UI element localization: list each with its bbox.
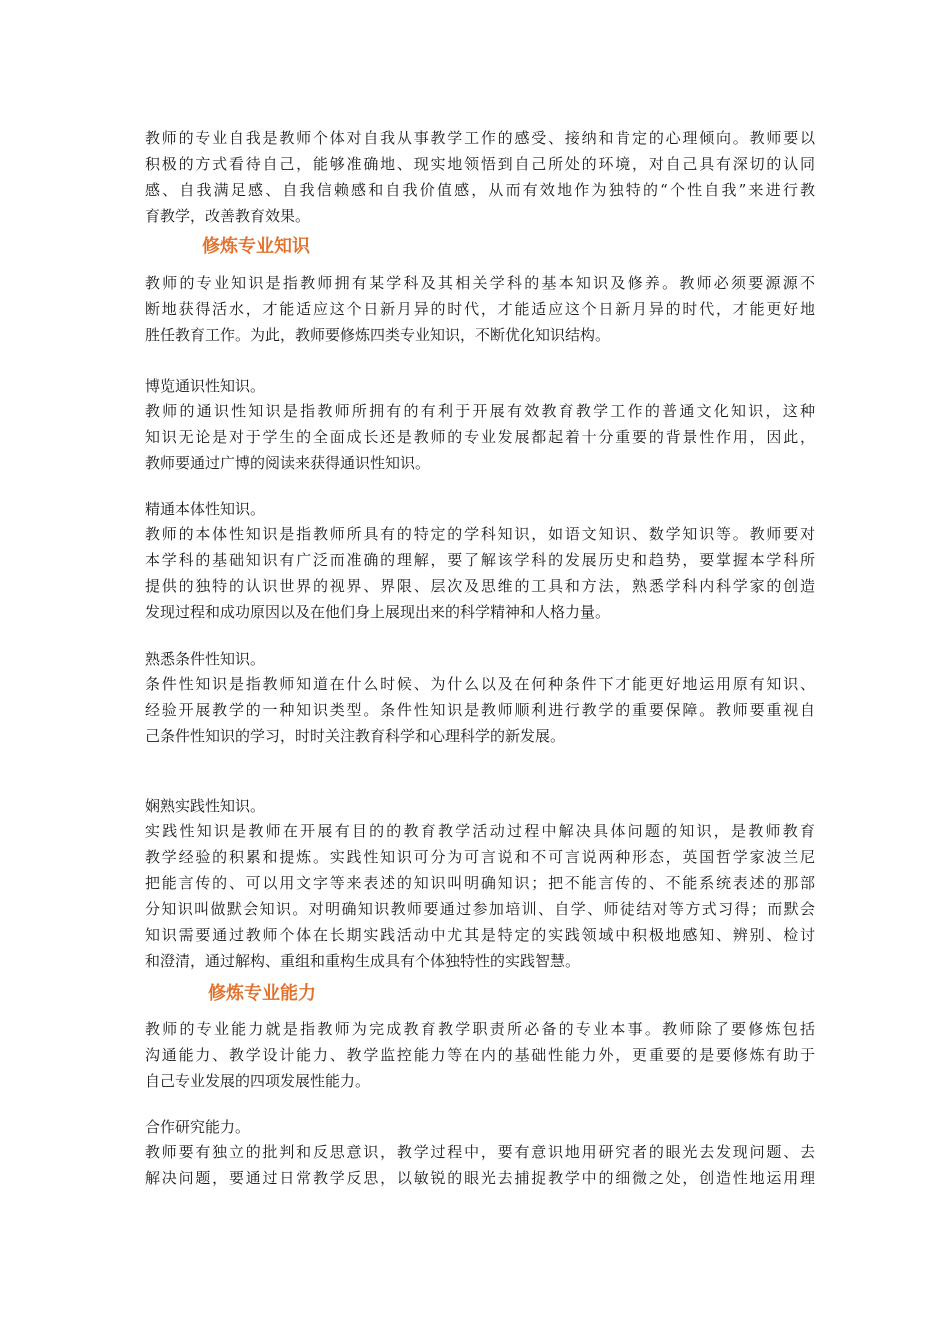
text-line: 积极的方式看待自己，能够准确地、现实地领悟到自己所处的环境，对自己具有深切的认同: [145, 155, 815, 173]
text-line: 教师要有独立的批判和反思意识，教学过程中，要有意识地用研究者的眼光去发现问题、去: [145, 1143, 815, 1161]
text-line: 教学经验的积累和提炼。实践性知识可分为可言说和不可言说两种形态，英国哲学家波兰尼: [145, 848, 815, 866]
text-line: 发现过程和成功原因以及在他们身上展现出来的科学精神和人格力量。: [145, 603, 611, 621]
text-line: 自己专业发展的四项发展性能力。: [145, 1072, 371, 1090]
subsection-paragraph: [145, 1139, 815, 1191]
knowledge-intro-paragraph: [145, 270, 815, 348]
subsection-paragraph: [145, 818, 815, 974]
text-line: 经验开展教学的一种知识类型。条件性知识是教师顺利进行教学的重要保障。教师要重视自: [145, 701, 815, 719]
text-line: 把能言传的、可以用文字等来表述的知识叫明确知识；把不能言传的、不能系统表述的那部: [145, 874, 815, 892]
text-line: 分知识叫做默会知识。对明确知识教师要通过参加培训、自学、师徒结对等方式习得；而默会: [145, 900, 815, 918]
intro-paragraph: [145, 125, 815, 229]
subsection-title: 精通本体性知识。: [145, 500, 266, 518]
text-line: 知识需要通过教师个体在长期实践活动中尤其是特定的实践领域中积极地感知、辨别、检讨: [145, 926, 815, 944]
text-line: 实践性知识是教师在开展有目的的教育教学活动过程中解决具体问题的知识，是教师教育: [145, 822, 815, 840]
text-line: 感、自我满足感、自我信赖感和自我价值感，从而有效地作为独特的“个性自我”来进行教: [145, 181, 815, 199]
subsection-title: 熟悉条件性知识。: [145, 650, 266, 668]
text-line: 条件性知识是指教师知道在什么时候、为什么以及在何种条件下才能更好地运用原有知识、: [145, 675, 815, 693]
text-line: 教师要通过广博的阅读来获得通识性知识。: [145, 454, 431, 472]
subsection-title: 合作研究能力。: [145, 1118, 251, 1136]
text-line: 和澄清，通过解构、重组和重构生成具有个体独特性的实践智慧。: [145, 952, 581, 970]
text-line: 育教学，改善教育效果。: [145, 207, 311, 225]
text-line: 己条件性知识的学习，时时关注教育科学和心理科学的新发展。: [145, 727, 566, 745]
text-line: 沟通能力、教学设计能力、教学监控能力等在内的基础性能力外，更重要的是要修炼有助于: [145, 1046, 815, 1064]
text-line: 提供的独特的认识世界的视界、界限、层次及思维的工具和方法，熟悉学科内科学家的创造: [145, 577, 815, 595]
ability-intro-paragraph: [145, 1016, 815, 1094]
text-line: 教师的专业知识是指教师拥有某学科及其相关学科的基本知识及修养。教师必须要源源不: [145, 274, 815, 292]
text-line: 断地获得活水，才能适应这个日新月异的时代，才能适应这个日新月异的时代，才能更好地: [145, 300, 815, 318]
text-line: 教师的专业自我是教师个体对自我从事教学工作的感受、接纳和肯定的心理倾向。教师要以: [145, 129, 815, 147]
section-heading-knowledge: 修炼专业知识: [202, 236, 310, 257]
text-line: 胜任教育工作。为此，教师要修炼四类专业知识，不断优化知识结构。: [145, 326, 611, 344]
subsection-paragraph: [145, 398, 815, 476]
text-line: 教师的通识性知识是指教师所拥有的有利于开展有效教育教学工作的普通文化知识，这种: [145, 402, 815, 420]
subsection-title: 娴熟实践性知识。: [145, 797, 266, 815]
subsection-title: 博览通识性知识。: [145, 377, 266, 395]
text-line: 教师的专业能力就是指教师为完成教育教学职责所必备的专业本事。教师除了要修炼包括: [145, 1020, 815, 1038]
subsection-paragraph: [145, 671, 815, 749]
text-line: 教师的本体性知识是指教师所具有的特定的学科知识，如语文知识、数学知识等。教师要对: [145, 525, 815, 543]
section-heading-ability: 修炼专业能力: [208, 983, 316, 1004]
text-line: 本学科的基础知识有广泛而准确的理解，要了解该学科的发展历史和趋势，要掌握本学科所: [145, 551, 815, 569]
text-line: 解决问题，要通过日常教学反思，以敏锐的眼光去捕捉教学中的细微之处，创造性地运用理: [145, 1169, 815, 1187]
subsection-paragraph: [145, 521, 815, 625]
text-line: 知识无论是对于学生的全面成长还是教师的专业发展都起着十分重要的背景性作用，因此，: [145, 428, 815, 446]
